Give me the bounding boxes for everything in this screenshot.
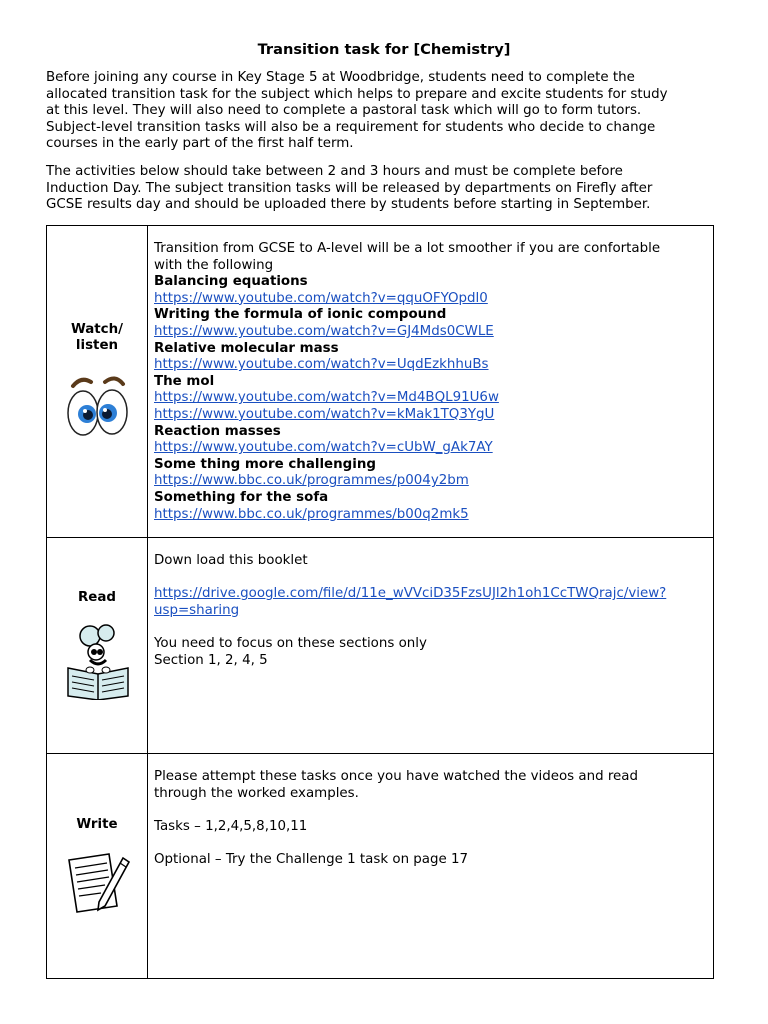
video-link[interactable]: https://www.youtube.com/watch?v=cUbW_gAk7AY — [154, 440, 493, 456]
topic-heading: Relative molecular mass — [154, 340, 339, 356]
write-content — [154, 769, 701, 869]
video-link[interactable]: https://www.youtube.com/watch?v=UqdEzkhhuBs — [154, 357, 489, 373]
watch-intro-line: with the following — [154, 257, 274, 273]
watch-label: Watch/ — [70, 322, 124, 337]
intro-line: courses in the early part of the first half term. — [46, 136, 354, 152]
write-instruction: through the worked examples. — [154, 785, 359, 801]
write-cell-label — [47, 754, 148, 978]
topic-heading: Something for the sofa — [154, 489, 329, 505]
video-link[interactable]: https://www.youtube.com/watch?v=Md4BQL91U6w — [154, 390, 499, 406]
read-sections-text: Section 1, 2, 4, 5 — [154, 652, 268, 668]
timing-line: Induction Day. The subject transition tasks will be released by departments on Firefly after — [46, 180, 653, 196]
topic-heading: Reaction masses — [154, 423, 281, 439]
watch-intro-line: Transition from GCSE to A-level will be a lot smoother if you are confortable — [154, 241, 661, 256]
intro-line: allocated transition task for the subject which helps to prepare and excite students for study — [46, 86, 668, 102]
programme-link[interactable]: https://www.bbc.co.uk/programmes/p004y2bm — [154, 473, 469, 489]
read-content — [154, 553, 701, 669]
booklet-link[interactable]: https://drive.google.com/file/d/11e_wVVciD35FzsUJl2h1oh1CcTWQrajc/view? — [154, 586, 667, 602]
write-row — [47, 754, 713, 978]
topic-heading: Writing the formula of ionic compound — [154, 307, 447, 323]
intro-paragraph — [46, 70, 726, 153]
programme-link[interactable]: https://www.bbc.co.uk/programmes/b00q2mk5 — [154, 506, 469, 522]
write-instruction: Please attempt these tasks once you have watched the videos and read — [154, 769, 638, 784]
topic-heading: The mol — [154, 373, 215, 389]
intro-line: Before joining any course in Key Stage 5 at Woodbridge, students need to complete the — [46, 70, 635, 85]
topic-heading: Balancing equations — [154, 274, 308, 290]
paper-and-pencil-icon — [65, 850, 131, 916]
topic-heading: Some thing more challenging — [154, 456, 376, 472]
watch-row — [47, 226, 713, 538]
read-row — [47, 538, 713, 754]
write-tasks: Tasks – 1,2,4,5,8,10,11 — [154, 818, 308, 834]
video-link[interactable]: https://www.youtube.com/watch?v=GJ4Mds0CWLE — [154, 323, 494, 339]
task-table — [46, 225, 714, 979]
intro-line: at this level. They will also need to complete a pastoral task which will go to form tutors. — [46, 103, 642, 119]
video-link[interactable]: https://www.youtube.com/watch?v=kMak1TQ3YgU — [154, 406, 495, 422]
watch-content — [154, 241, 701, 523]
write-label: Write — [76, 817, 118, 832]
reading-person-icon — [64, 622, 132, 700]
timing-line: The activities below should take between 2 and 3 hours and must be complete before — [46, 164, 623, 179]
read-focus-text: You need to focus on these sections only — [154, 635, 427, 651]
read-label: Read — [77, 590, 116, 605]
intro-line: Subject-level transition tasks will also be a requirement for students who decide to change — [46, 119, 656, 135]
read-cell-label — [47, 538, 148, 753]
read-instruction: Down load this booklet — [154, 553, 308, 568]
write-optional: Optional – Try the Challenge 1 task on page 17 — [154, 851, 469, 867]
listen-label: listen — [75, 338, 119, 353]
timing-paragraph — [46, 164, 726, 214]
timing-line: GCSE results day and should be uploaded there by students before starting in September. — [46, 197, 651, 213]
cartoon-eyes-icon — [65, 368, 131, 442]
watch-cell-label — [47, 226, 148, 537]
booklet-link-continued[interactable]: usp=sharing — [154, 602, 240, 618]
video-link[interactable]: https://www.youtube.com/watch?v=qquOFYOpdl0 — [154, 290, 488, 306]
page-title: Transition task for [Chemistry] — [257, 41, 511, 58]
